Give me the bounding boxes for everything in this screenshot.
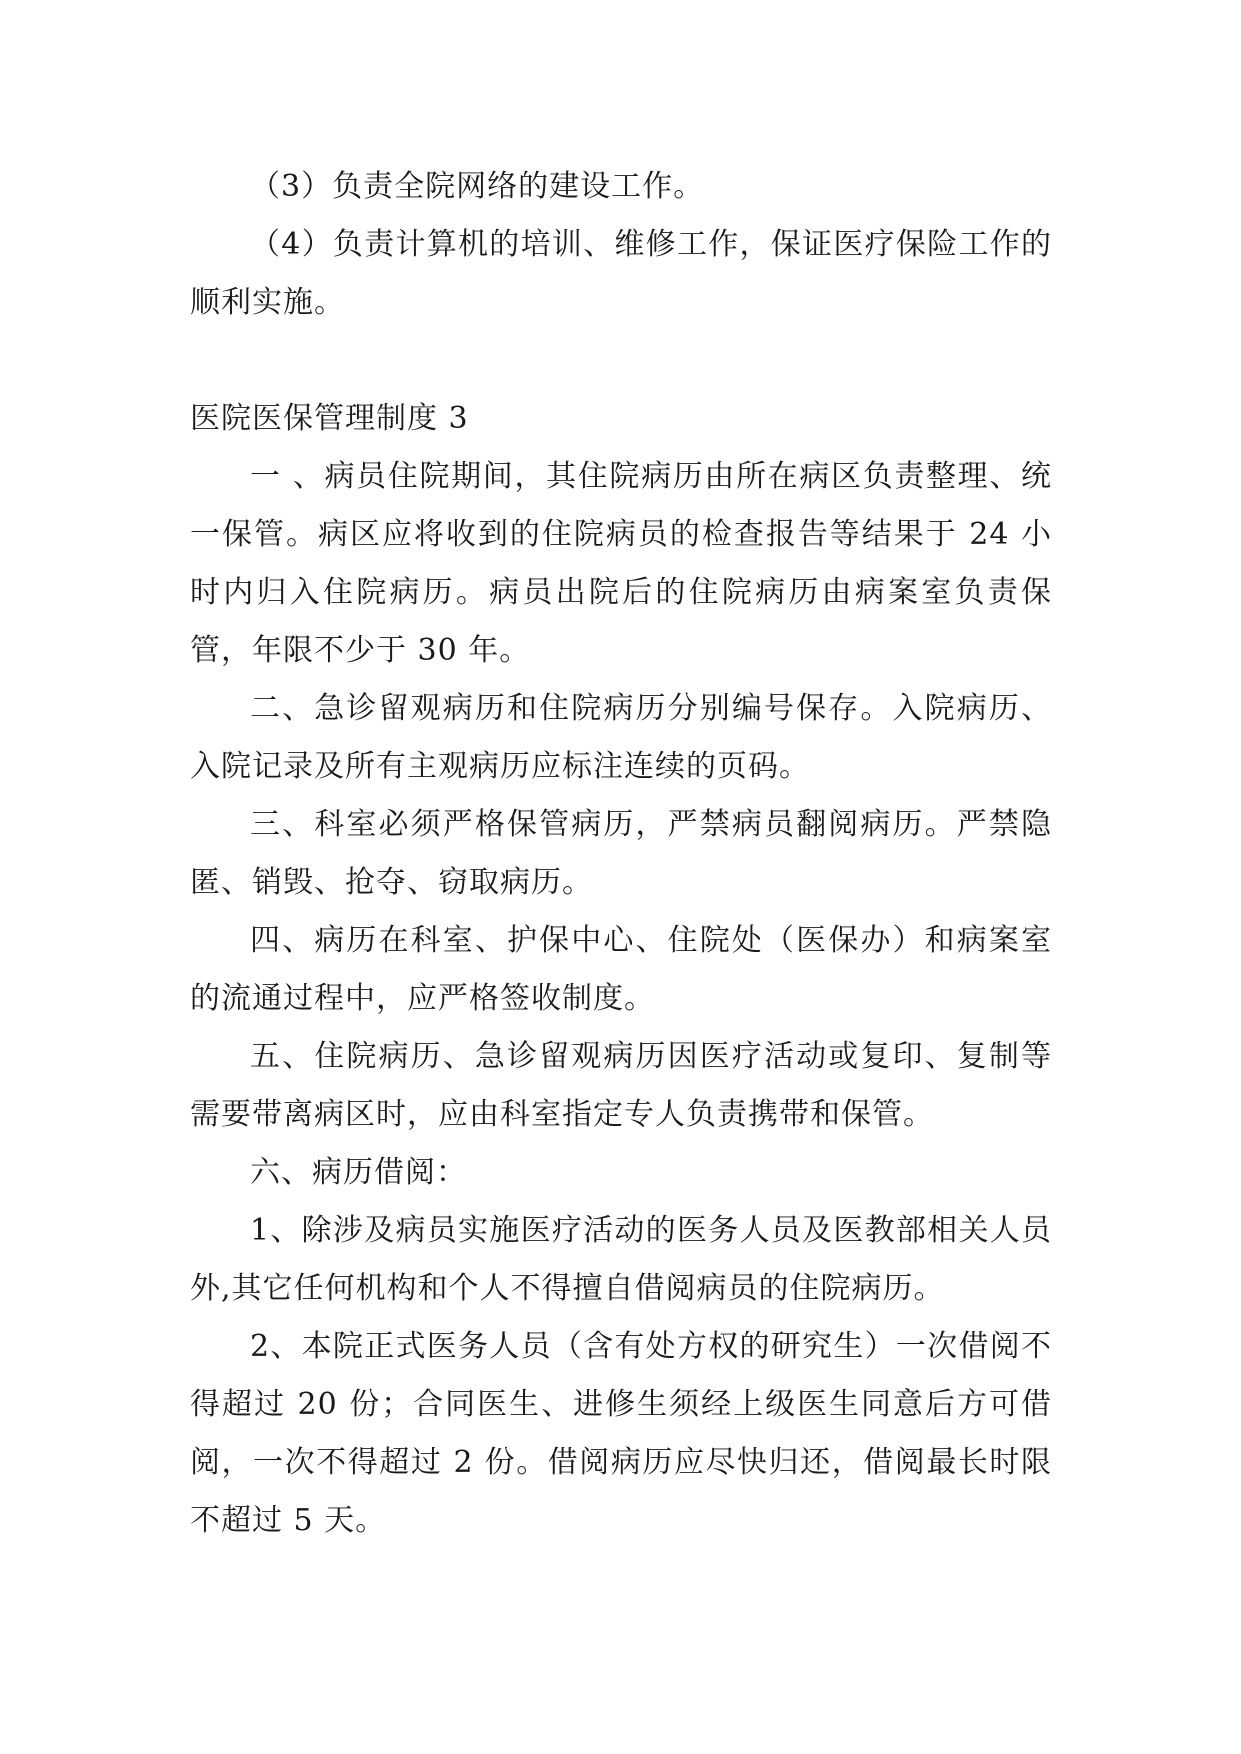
paragraph-rule-6-2: 2、本院正式医务人员（含有处方权的研究生）一次借阅不得超过 20 份；合同医生、进修生须经上级医生同意后方可借阅，一次不得超过 2 份。借阅病历应尽快归还，借阅最长时限不超过 5 天。 [190,1329,1052,1538]
paragraph-rule-2: 二、急诊留观病历和住院病历分别编号保存。入院病历、入院记录及所有主观病历应标注连续的页码。 [190,691,1052,784]
paragraph-rule-6: 六、病历借阅： [250,1155,467,1190]
paragraph-rule-4: 四、病历在科室、护保中心、住院处（医保办）和病案室的流通过程中，应严格签收制度。 [190,923,1052,1016]
paragraph-item-3: （3）负责全院网络的建设工作。 [250,169,705,204]
paragraph-rule-5: 五、住院病历、急诊留观病历因医疗活动或复印、复制等需要带离病区时，应由科室指定专人负责携带和保管。 [190,1039,1052,1132]
paragraph-rule-1: 一 、病员住院期间，其住院病历由所在病区负责整理、统一保管。病区应将收到的住院病员的检查报告等结果于 24 小时内归入住院病历。病员出院后的住院病历由病案室负责保管，年限不少于 30 年。 [190,459,1052,668]
document-body [190,158,1052,1550]
paragraph-rule-6-1: 1、除涉及病员实施医疗活动的医务人员及医教部相关人员外,其它任何机构和个人不得擅自借阅病员的住院病历。 [190,1213,1052,1306]
paragraph-item-4: （4）负责计算机的培训、维修工作，保证医疗保险工作的顺利实施。 [190,227,1052,320]
section-heading: 医院医保管理制度 3 [190,401,469,436]
paragraph-rule-3: 三、科室必须严格保管病历，严禁病员翻阅病历。严禁隐匿、销毁、抢夺、窃取病历。 [190,807,1052,900]
